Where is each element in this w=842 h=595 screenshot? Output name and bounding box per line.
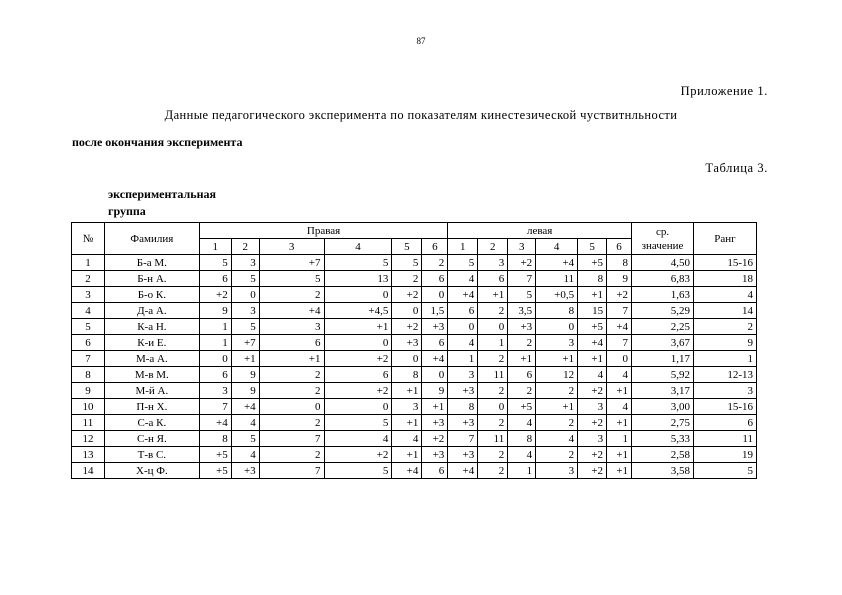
value-cell: 7 [607, 303, 632, 319]
value-cell: 3 [392, 399, 422, 415]
value-cell: 5 [231, 271, 259, 287]
value-cell: +4 [448, 463, 478, 479]
value-cell: +0,5 [536, 287, 578, 303]
surname-cell: К-а Н. [104, 319, 199, 335]
header-surname: Фамилия [104, 223, 199, 255]
value-cell: +2 [578, 463, 607, 479]
value-cell: 13 [324, 271, 392, 287]
row-number-cell: 5 [72, 319, 105, 335]
table-row [72, 271, 757, 287]
row-number-cell: 11 [72, 415, 105, 431]
value-cell: 0 [259, 399, 324, 415]
value-cell: +2 [508, 255, 536, 271]
value-cell: 3,5 [508, 303, 536, 319]
header-left-hand: левая [448, 223, 632, 239]
rank-cell: 19 [693, 447, 756, 463]
value-cell: 0 [422, 367, 448, 383]
value-cell: +4 [578, 335, 607, 351]
header-left-sub: 3 [508, 239, 536, 255]
value-cell: +2 [578, 415, 607, 431]
value-cell: 5 [259, 271, 324, 287]
table-row [72, 287, 757, 303]
value-cell: 0 [324, 287, 392, 303]
value-cell: +4 [259, 303, 324, 319]
surname-cell: С-а К. [104, 415, 199, 431]
value-cell: +2 [392, 287, 422, 303]
value-cell: +1 [607, 463, 632, 479]
value-cell: +3 [422, 447, 448, 463]
value-cell: 12 [536, 367, 578, 383]
header-right-sub: 3 [259, 239, 324, 255]
table-row [72, 351, 757, 367]
row-number-cell: 1 [72, 255, 105, 271]
header-right-sub: 4 [324, 239, 392, 255]
header-left-sub: 6 [607, 239, 632, 255]
value-cell: +1 [508, 351, 536, 367]
document-heading: Данные педагогического эксперимента по показателям кинестезической чуствитнльности [164, 108, 678, 122]
value-cell: 2 [478, 351, 508, 367]
row-number-cell: 13 [72, 447, 105, 463]
value-cell: 2 [392, 271, 422, 287]
value-cell: 2 [478, 415, 508, 431]
value-cell: 6 [478, 271, 508, 287]
row-number-cell: 2 [72, 271, 105, 287]
rank-cell: 12-13 [693, 367, 756, 383]
rank-cell: 2 [693, 319, 756, 335]
header-right-sub: 2 [231, 239, 259, 255]
value-cell: 8 [508, 431, 536, 447]
average-cell: 3,00 [632, 399, 694, 415]
value-cell: 5 [392, 255, 422, 271]
table-row [72, 383, 757, 399]
value-cell: 4 [392, 431, 422, 447]
value-cell: +5 [578, 255, 607, 271]
header-left-sub: 4 [536, 239, 578, 255]
table-row [72, 431, 757, 447]
value-cell: +1 [259, 351, 324, 367]
value-cell: 7 [508, 271, 536, 287]
average-cell: 6,83 [632, 271, 694, 287]
rank-cell: 5 [693, 463, 756, 479]
average-cell: 5,92 [632, 367, 694, 383]
value-cell: 4 [607, 399, 632, 415]
value-cell: 4 [607, 367, 632, 383]
value-cell: 0 [448, 319, 478, 335]
average-cell: 2,75 [632, 415, 694, 431]
value-cell: 3 [578, 431, 607, 447]
value-cell: +4 [392, 463, 422, 479]
value-cell: 8 [607, 255, 632, 271]
group-label-line2: группа [108, 204, 146, 218]
group-label-line1: экспериментальная [108, 187, 216, 201]
value-cell: +1 [607, 447, 632, 463]
table-label: Таблица 3. [705, 161, 768, 175]
value-cell: 0 [199, 351, 231, 367]
surname-cell: Х-ц Ф. [104, 463, 199, 479]
value-cell: 3 [536, 463, 578, 479]
rank-cell: 15-16 [693, 255, 756, 271]
table-row [72, 447, 757, 463]
value-cell: +2 [324, 383, 392, 399]
row-number-cell: 7 [72, 351, 105, 367]
value-cell: 0 [422, 287, 448, 303]
value-cell: 2 [259, 447, 324, 463]
header-right-hand: Правая [199, 223, 448, 239]
value-cell: 7 [259, 431, 324, 447]
header-right-sub: 5 [392, 239, 422, 255]
value-cell: 2 [536, 383, 578, 399]
value-cell: +3 [448, 415, 478, 431]
value-cell: +4 [536, 255, 578, 271]
value-cell: 0 [607, 351, 632, 367]
value-cell: 2 [259, 415, 324, 431]
row-number-cell: 6 [72, 335, 105, 351]
value-cell: +1 [536, 399, 578, 415]
value-cell: +3 [392, 335, 422, 351]
rank-cell: 15-16 [693, 399, 756, 415]
average-cell: 1,63 [632, 287, 694, 303]
value-cell: 1 [508, 463, 536, 479]
value-cell: 2 [259, 383, 324, 399]
value-cell: +2 [578, 447, 607, 463]
value-cell: 4 [508, 447, 536, 463]
value-cell: 3 [448, 367, 478, 383]
value-cell: +1 [392, 383, 422, 399]
value-cell: 5 [448, 255, 478, 271]
rank-cell: 14 [693, 303, 756, 319]
header-average [632, 223, 694, 255]
value-cell: 1 [199, 319, 231, 335]
table-row [72, 255, 757, 271]
appendix-label: Приложение 1. [680, 84, 768, 98]
value-cell: +1 [478, 287, 508, 303]
value-cell: 2 [508, 383, 536, 399]
value-cell: 0 [324, 335, 392, 351]
value-cell: 11 [478, 367, 508, 383]
row-number-cell: 14 [72, 463, 105, 479]
value-cell: 6 [508, 367, 536, 383]
value-cell: +2 [578, 383, 607, 399]
value-cell: 7 [199, 399, 231, 415]
value-cell: +1 [422, 399, 448, 415]
table-row [72, 303, 757, 319]
value-cell: 3 [259, 319, 324, 335]
header-number: № [72, 223, 105, 255]
value-cell: 6 [199, 367, 231, 383]
value-cell: 8 [392, 367, 422, 383]
value-cell: +1 [607, 415, 632, 431]
rank-cell: 3 [693, 383, 756, 399]
value-cell: 4 [448, 335, 478, 351]
value-cell: 6 [324, 367, 392, 383]
table-row [72, 399, 757, 415]
value-cell: +3 [422, 415, 448, 431]
value-cell: 1 [607, 431, 632, 447]
row-number-cell: 9 [72, 383, 105, 399]
value-cell: +4,5 [324, 303, 392, 319]
value-cell: +2 [422, 431, 448, 447]
header-left-sub: 1 [448, 239, 478, 255]
value-cell: +5 [508, 399, 536, 415]
value-cell: +7 [259, 255, 324, 271]
rank-cell: 11 [693, 431, 756, 447]
value-cell: +1 [578, 351, 607, 367]
value-cell: +4 [607, 319, 632, 335]
document-subheading: после окончания эксперимента [72, 135, 243, 149]
value-cell: +3 [508, 319, 536, 335]
value-cell: 0 [536, 319, 578, 335]
value-cell: 0 [324, 399, 392, 415]
value-cell: 0 [478, 399, 508, 415]
surname-cell: Б-н А. [104, 271, 199, 287]
value-cell: 5 [231, 431, 259, 447]
average-cell: 2,25 [632, 319, 694, 335]
value-cell: 9 [231, 383, 259, 399]
value-cell: 2 [259, 367, 324, 383]
value-cell: 2 [508, 335, 536, 351]
value-cell: +2 [199, 287, 231, 303]
value-cell: 1 [199, 335, 231, 351]
surname-cell: Б-а М. [104, 255, 199, 271]
value-cell: 9 [231, 367, 259, 383]
value-cell: +7 [231, 335, 259, 351]
value-cell: 7 [607, 335, 632, 351]
average-cell: 5,33 [632, 431, 694, 447]
value-cell: +5 [199, 447, 231, 463]
value-cell: 11 [478, 431, 508, 447]
value-cell: 9 [607, 271, 632, 287]
value-cell: 1 [478, 335, 508, 351]
average-cell: 1,17 [632, 351, 694, 367]
value-cell: +1 [536, 351, 578, 367]
row-number-cell: 3 [72, 287, 105, 303]
value-cell: +4 [231, 399, 259, 415]
value-cell: 6 [448, 303, 478, 319]
rank-cell: 18 [693, 271, 756, 287]
value-cell: +1 [607, 383, 632, 399]
rank-cell: 1 [693, 351, 756, 367]
value-cell: 3 [536, 335, 578, 351]
value-cell: 5 [199, 255, 231, 271]
header-left-sub: 2 [478, 239, 508, 255]
value-cell: 11 [536, 271, 578, 287]
surname-cell: М-в М. [104, 367, 199, 383]
header-average-line2: значение [641, 239, 684, 252]
header-rank: Ранг [693, 223, 756, 255]
value-cell: 4 [448, 271, 478, 287]
value-cell: 6 [422, 463, 448, 479]
header-right-sub: 6 [422, 239, 448, 255]
value-cell: 4 [231, 415, 259, 431]
value-cell: 8 [578, 271, 607, 287]
value-cell: +3 [448, 447, 478, 463]
value-cell: +5 [199, 463, 231, 479]
table-body [72, 255, 757, 479]
surname-cell: П-н Х. [104, 399, 199, 415]
average-cell: 3,67 [632, 335, 694, 351]
value-cell: 2 [259, 287, 324, 303]
value-cell: 0 [478, 319, 508, 335]
value-cell: +1 [578, 287, 607, 303]
value-cell: 9 [199, 303, 231, 319]
header-average-line1: ср. [655, 225, 670, 238]
value-cell: +2 [324, 351, 392, 367]
value-cell: 7 [259, 463, 324, 479]
value-cell: 2 [478, 303, 508, 319]
value-cell: 0 [392, 303, 422, 319]
value-cell: 4 [578, 367, 607, 383]
value-cell: 0 [392, 351, 422, 367]
average-cell: 2,58 [632, 447, 694, 463]
value-cell: +1 [231, 351, 259, 367]
average-cell: 5,29 [632, 303, 694, 319]
value-cell: 7 [448, 431, 478, 447]
surname-cell: Б-о К. [104, 287, 199, 303]
rank-cell: 9 [693, 335, 756, 351]
table-row [72, 367, 757, 383]
value-cell: +4 [199, 415, 231, 431]
value-cell: 1 [448, 351, 478, 367]
value-cell: 4 [508, 415, 536, 431]
row-number-cell: 10 [72, 399, 105, 415]
value-cell: 2 [478, 463, 508, 479]
group-label [108, 186, 248, 220]
value-cell: +4 [422, 351, 448, 367]
row-number-cell: 12 [72, 431, 105, 447]
row-number-cell: 8 [72, 367, 105, 383]
table-row [72, 335, 757, 351]
value-cell: 6 [259, 335, 324, 351]
value-cell: +4 [448, 287, 478, 303]
value-cell: +2 [392, 319, 422, 335]
surname-cell: Д-а А. [104, 303, 199, 319]
value-cell: +1 [392, 447, 422, 463]
row-number-cell: 4 [72, 303, 105, 319]
surname-cell: С-н Я. [104, 431, 199, 447]
value-cell: +3 [422, 319, 448, 335]
rank-cell: 4 [693, 287, 756, 303]
rank-cell: 6 [693, 415, 756, 431]
value-cell: +2 [324, 447, 392, 463]
value-cell: +3 [448, 383, 478, 399]
value-cell: 15 [578, 303, 607, 319]
value-cell: 5 [324, 255, 392, 271]
value-cell: 8 [448, 399, 478, 415]
value-cell: +1 [392, 415, 422, 431]
header-right-sub: 1 [199, 239, 231, 255]
average-cell: 3,58 [632, 463, 694, 479]
value-cell: 3 [578, 399, 607, 415]
value-cell: 9 [422, 383, 448, 399]
value-cell: 4 [536, 431, 578, 447]
value-cell: 5 [231, 319, 259, 335]
value-cell: 2 [536, 447, 578, 463]
value-cell: 6 [422, 335, 448, 351]
value-cell: 5 [508, 287, 536, 303]
value-cell: 8 [199, 431, 231, 447]
header-left-sub: 5 [578, 239, 607, 255]
surname-cell: М-а А. [104, 351, 199, 367]
table-row [72, 319, 757, 335]
table-row [72, 463, 757, 479]
value-cell: 0 [231, 287, 259, 303]
value-cell: 5 [324, 463, 392, 479]
value-cell: 6 [199, 271, 231, 287]
surname-cell: М-й А. [104, 383, 199, 399]
value-cell: 3 [231, 303, 259, 319]
value-cell: 8 [536, 303, 578, 319]
value-cell: +5 [578, 319, 607, 335]
value-cell: 3 [478, 255, 508, 271]
value-cell: +3 [231, 463, 259, 479]
value-cell: 2 [536, 415, 578, 431]
value-cell: 2 [422, 255, 448, 271]
value-cell: 5 [324, 415, 392, 431]
results-table [71, 222, 757, 479]
surname-cell: К-и Е. [104, 335, 199, 351]
value-cell: 2 [478, 447, 508, 463]
table-row [72, 415, 757, 431]
value-cell: 4 [231, 447, 259, 463]
average-cell: 3,17 [632, 383, 694, 399]
surname-cell: Т-в С. [104, 447, 199, 463]
value-cell: 3 [231, 255, 259, 271]
value-cell: 4 [324, 431, 392, 447]
value-cell: 2 [478, 383, 508, 399]
value-cell: +2 [607, 287, 632, 303]
value-cell: 1,5 [422, 303, 448, 319]
average-cell: 4,50 [632, 255, 694, 271]
value-cell: 6 [422, 271, 448, 287]
page-number: 87 [416, 36, 426, 46]
value-cell: +1 [324, 319, 392, 335]
value-cell: 3 [199, 383, 231, 399]
